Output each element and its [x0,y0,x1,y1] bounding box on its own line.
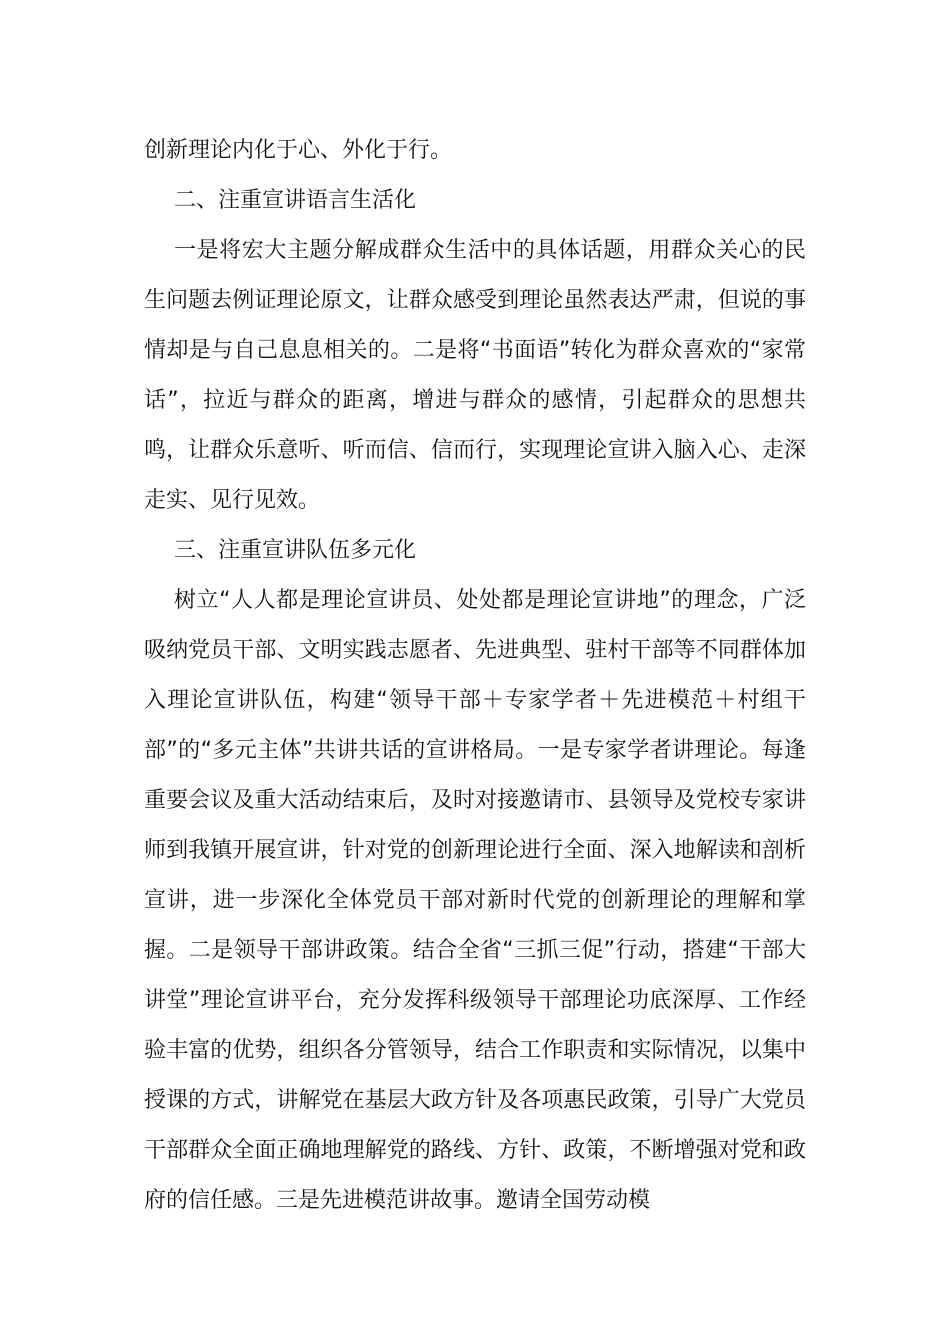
section-heading-3: 三、注重宣讲队伍多元化 [174,538,417,563]
paragraph-continuation: 创新理论内化于心、外化于行。 [144,138,453,163]
paragraph-section-2: 一是将宏大主题分解成群众生活中的具体话题，用群众关心的民生问题去例证理论原文，让群众感受到理论虽然表达严肃，但说的事情却是与自己息息相关的。二是将“书面语”转化为群众喜欢的“家常话”，拉近与群众的距离，增进与群众的感情，引起群众的思想共鸣，让群众乐意听、听而信、信而行，实现理论宣讲入脑入心、走深走实、见行见效。 [144,238,806,513]
paragraph-section-3: 树立“人人都是理论宣讲员、处处都是理论宣讲地”的理念，广泛吸纳党员干部、文明实践志愿者、先进典型、驻村干部等不同群体加入理论宣讲队伍，构建“领导干部＋专家学者＋先进模范＋村组干部”的“多元主体”共讲共话的宣讲格局。一是专家学者讲理论。每逢重要会议及重大活动结束后，及时对接邀请市、县领导及党校专家讲师到我镇开展宣讲，针对党的创新理论进行全面、深入地解读和剖析宣讲，进一步深化全体党员干部对新时代党的创新理论的理解和掌握。二是领导干部讲政策。结合全省“三抓三促”行动，搭建“干部大讲堂”理论宣讲平台，充分发挥科级领导干部理论功底深厚、工作经验丰富的优势，组织各分管领导，结合工作职责和实际情况，以集中授课的方式，讲解党在基层大政方针及各项惠民政策，引导广大党员干部群众全面正确地理解党的路线、方针、政策，不断增强对党和政府的信任感。三是先进模范讲故事。邀请全国劳动模 [144,588,806,1213]
section-heading-2: 二、注重宣讲语言生活化 [174,188,417,213]
document-body [144,126,806,1226]
